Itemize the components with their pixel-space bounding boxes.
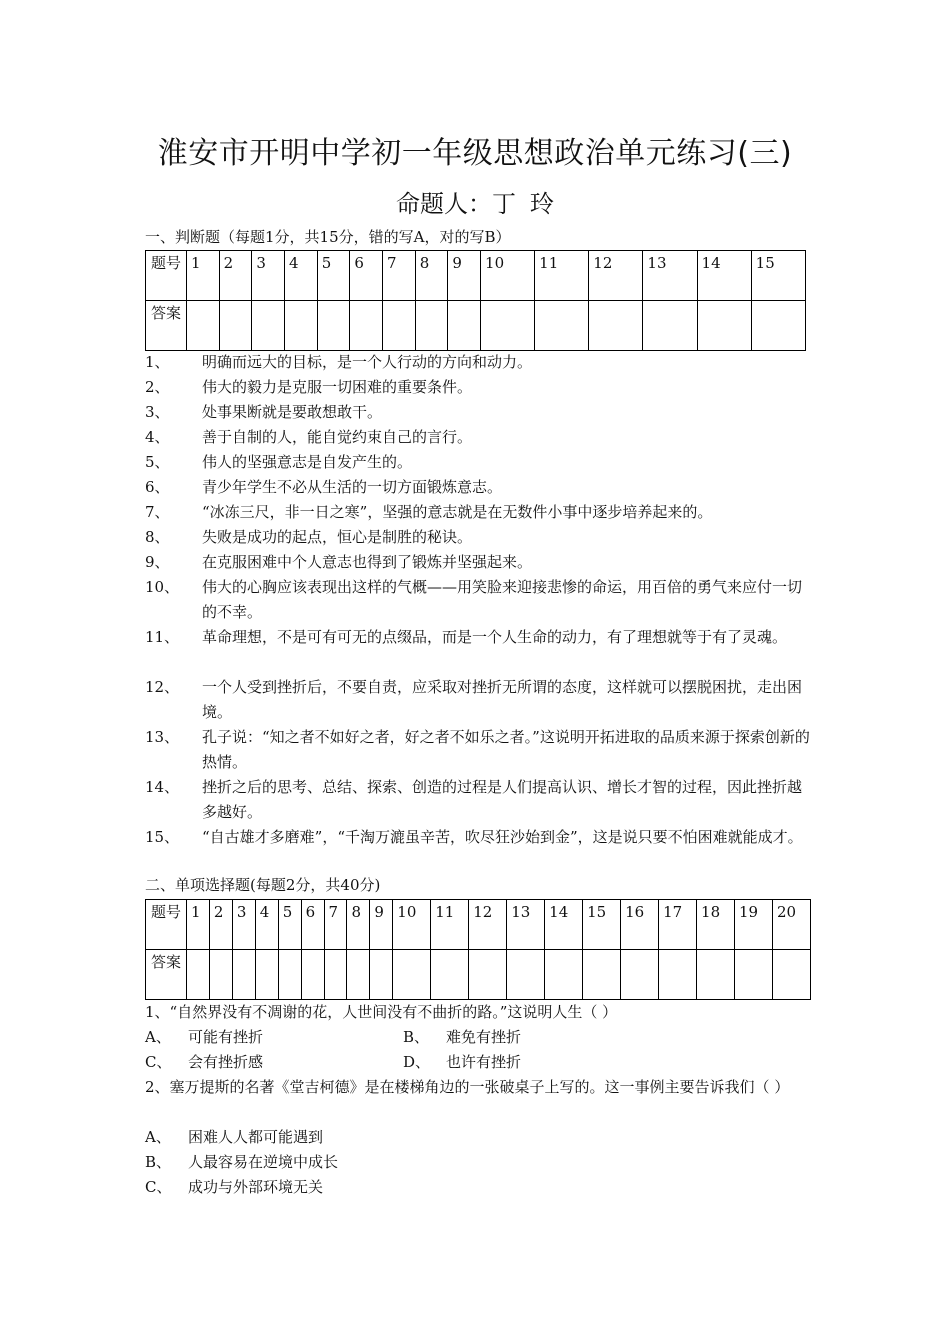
mc-q1-option-d: D、 也许有挫折 xyxy=(403,1053,522,1071)
mc-question-2-stem: 2、塞万提斯的名著《堂吉柯德》是在楼梯角边的一张破桌子上写的。这一事例主要告诉我们（ ） xyxy=(145,1078,790,1096)
question-number-cell: 15 xyxy=(751,251,805,301)
author-line xyxy=(0,184,950,219)
judgement-question xyxy=(145,725,810,775)
judgement-question xyxy=(145,500,810,525)
judgement-question xyxy=(145,375,810,400)
answer-cell[interactable] xyxy=(370,950,393,1000)
question-number: 14、 xyxy=(145,778,180,796)
answer-cell[interactable] xyxy=(697,301,751,351)
judgement-question xyxy=(145,625,810,650)
author-label: 命题人： xyxy=(396,190,492,218)
question-number-cell: 6 xyxy=(350,251,383,301)
answer-cell[interactable] xyxy=(697,950,735,1000)
judgement-question xyxy=(145,525,810,550)
row-label-answer: 答案 xyxy=(146,301,187,351)
question-number-cell: 14 xyxy=(545,900,583,950)
section1-answer-table xyxy=(145,250,806,351)
question-number: 4、 xyxy=(145,428,170,446)
answer-cell[interactable] xyxy=(209,950,232,1000)
question-text: 善于自制的人，能自觉约束自己的言行。 xyxy=(202,428,473,446)
question-text: “冰冻三尺，非一日之寒”，坚强的意志就是在无数件小事中逐步培养起来的。 xyxy=(202,503,713,521)
question-number-cell: 2 xyxy=(219,251,252,301)
question-number-cell: 18 xyxy=(697,900,735,950)
answer-cell[interactable] xyxy=(469,950,507,1000)
question-number-cell: 8 xyxy=(347,900,370,950)
question-number-cell: 1 xyxy=(187,900,210,950)
question-number-cell: 3 xyxy=(232,900,255,950)
question-text: 伟人的坚强意志是自发产生的。 xyxy=(202,453,413,471)
judgement-question xyxy=(145,550,810,575)
question-number-cell: 5 xyxy=(317,251,350,301)
row-label-number: 题号 xyxy=(146,900,187,950)
answer-cell[interactable] xyxy=(393,950,431,1000)
answer-cell[interactable] xyxy=(735,950,773,1000)
question-number-cell: 14 xyxy=(697,251,751,301)
mc-q1-option-c: C、 会有挫折感 xyxy=(145,1053,264,1071)
answer-cell[interactable] xyxy=(285,301,318,351)
answer-cell[interactable] xyxy=(751,301,805,351)
question-number-cell: 19 xyxy=(735,900,773,950)
question-number-cell: 11 xyxy=(431,900,469,950)
page-title: 淮安市开明中学初一年级思想政治单元练习(三) xyxy=(157,136,793,171)
answer-cell[interactable] xyxy=(545,950,583,1000)
row-label-answer: 答案 xyxy=(146,950,187,1000)
answer-cell[interactable] xyxy=(535,301,589,351)
answer-cell[interactable] xyxy=(431,950,469,1000)
answer-cell[interactable] xyxy=(772,950,810,1000)
author-name-1: 丁 xyxy=(492,190,516,218)
question-text: 革命理想，不是可有可无的点缀品，而是一个人生命的动力，有了理想就等于有了灵魂。 xyxy=(202,628,788,646)
answer-cell[interactable] xyxy=(643,301,697,351)
question-text: 明确而远大的目标，是一个人行动的方向和动力。 xyxy=(202,353,533,371)
question-number-cell: 10 xyxy=(393,900,431,950)
question-number-cell: 6 xyxy=(301,900,324,950)
question-number: 8、 xyxy=(145,528,170,546)
question-number-cell: 7 xyxy=(324,900,347,950)
answer-cell[interactable] xyxy=(347,950,370,1000)
answer-cell[interactable] xyxy=(448,301,481,351)
question-number-cell: 2 xyxy=(209,900,232,950)
answer-cell[interactable] xyxy=(317,301,350,351)
judgement-question xyxy=(145,350,810,375)
mc-q2-option-c: C、 成功与外部环境无关 xyxy=(145,1178,324,1196)
question-number: 11、 xyxy=(145,628,180,646)
judgement-question xyxy=(145,450,810,475)
question-number-cell: 16 xyxy=(621,900,659,950)
question-number-cell: 10 xyxy=(481,251,535,301)
question-number-cell: 12 xyxy=(469,900,507,950)
question-number-cell: 4 xyxy=(255,900,278,950)
question-text: 伟大的心胸应该表现出这样的气概——用笑脸来迎接悲惨的命运，用百倍的勇气来应付一切的不幸。 xyxy=(202,578,803,621)
question-number-cell: 1 xyxy=(187,251,220,301)
judgement-question xyxy=(145,675,810,725)
answer-cell[interactable] xyxy=(383,301,416,351)
judgement-question xyxy=(145,825,810,850)
answer-cell[interactable] xyxy=(621,950,659,1000)
question-number: 3、 xyxy=(145,403,170,421)
answer-cell[interactable] xyxy=(301,950,324,1000)
answer-cell[interactable] xyxy=(255,950,278,1000)
section2-answer-table xyxy=(145,899,811,1000)
answer-cell[interactable] xyxy=(187,301,220,351)
question-number: 6、 xyxy=(145,478,170,496)
question-number: 7、 xyxy=(145,503,170,521)
question-number-cell: 3 xyxy=(252,251,285,301)
judgement-question xyxy=(145,575,810,625)
question-number: 15、 xyxy=(145,828,180,846)
answer-cell[interactable] xyxy=(481,301,535,351)
answer-cell[interactable] xyxy=(278,950,301,1000)
row-label-number: 题号 xyxy=(146,251,187,301)
question-text: 失败是成功的起点，恒心是制胜的秘诀。 xyxy=(202,528,473,546)
table-row xyxy=(146,251,806,301)
answer-cell[interactable] xyxy=(350,301,383,351)
answer-cell[interactable] xyxy=(507,950,545,1000)
question-number: 5、 xyxy=(145,453,170,471)
judgement-question xyxy=(145,775,810,825)
question-text: 挫折之后的思考、总结、探索、创造的过程是人们提高认识、增长才智的过程，因此挫折越多越好。 xyxy=(202,778,803,821)
question-number: 12、 xyxy=(145,678,180,696)
author-name-2: 玲 xyxy=(530,190,554,218)
answer-cell[interactable] xyxy=(232,950,255,1000)
question-number-cell: 7 xyxy=(383,251,416,301)
answer-cell[interactable] xyxy=(589,301,643,351)
question-text: 青少年学生不必从生活的一切方面锻炼意志。 xyxy=(202,478,503,496)
question-number-cell: 8 xyxy=(415,251,448,301)
answer-cell[interactable] xyxy=(659,950,697,1000)
answer-cell[interactable] xyxy=(324,950,347,1000)
mc-question-1-stem: 1、“自然界没有不凋谢的花，人世间没有不曲折的路。”这说明人生（ ） xyxy=(145,1003,618,1021)
table-row xyxy=(146,900,811,950)
question-number-cell: 13 xyxy=(643,251,697,301)
question-number-cell: 20 xyxy=(772,900,810,950)
question-number: 10、 xyxy=(145,578,180,596)
question-text: “自古雄才多磨难”，“千淘万漉虽辛苦，吹尽狂沙始到金”，这是说只要不怕困难就能成才。 xyxy=(202,828,803,846)
question-text: 一个人受到挫折后，不要自责，应采取对挫折无所谓的态度，这样就可以摆脱困扰，走出困境。 xyxy=(202,678,803,721)
mc-q2-option-a: A、 困难人人都可能遇到 xyxy=(145,1128,324,1146)
mc-q1-option-a: A、 可能有挫折 xyxy=(145,1028,264,1046)
question-number: 1、 xyxy=(145,353,170,371)
table-row xyxy=(146,950,811,1000)
question-number-cell: 12 xyxy=(589,251,643,301)
question-number-cell: 15 xyxy=(583,900,621,950)
question-number: 2、 xyxy=(145,378,170,396)
question-text: 处事果断就是要敢想敢干。 xyxy=(202,403,383,421)
answer-cell[interactable] xyxy=(252,301,285,351)
question-number-cell: 9 xyxy=(370,900,393,950)
question-number-cell: 9 xyxy=(448,251,481,301)
question-number: 13、 xyxy=(145,728,180,746)
mc-q2-option-b: B、 人最容易在逆境中成长 xyxy=(145,1153,339,1171)
question-number-cell: 4 xyxy=(285,251,318,301)
answer-cell[interactable] xyxy=(583,950,621,1000)
question-text: 在克服困难中个人意志也得到了锻炼并坚强起来。 xyxy=(202,553,533,571)
question-text: 孔子说：“知之者不如好之者，好之者不如乐之者。”这说明开拓进取的品质来源于探索创新的热情。 xyxy=(202,728,810,771)
question-text: 伟大的毅力是克服一切困难的重要条件。 xyxy=(202,378,473,396)
judgement-question xyxy=(145,400,810,425)
section1-heading: 一、判断题（每题1分，共15分，错的写A，对的写B） xyxy=(145,228,511,246)
question-number-cell: 5 xyxy=(278,900,301,950)
section2-heading: 二、单项选择题(每题2分，共40分) xyxy=(145,876,381,894)
answer-cell[interactable] xyxy=(187,950,210,1000)
question-number-cell: 13 xyxy=(507,900,545,950)
question-number-cell: 17 xyxy=(659,900,697,950)
answer-cell[interactable] xyxy=(415,301,448,351)
question-number: 9、 xyxy=(145,553,170,571)
question-number-cell: 11 xyxy=(535,251,589,301)
mc-q1-option-b: B、 难免有挫折 xyxy=(403,1028,522,1046)
table-row xyxy=(146,301,806,351)
answer-cell[interactable] xyxy=(219,301,252,351)
judgement-question xyxy=(145,425,810,450)
judgement-question xyxy=(145,475,810,500)
